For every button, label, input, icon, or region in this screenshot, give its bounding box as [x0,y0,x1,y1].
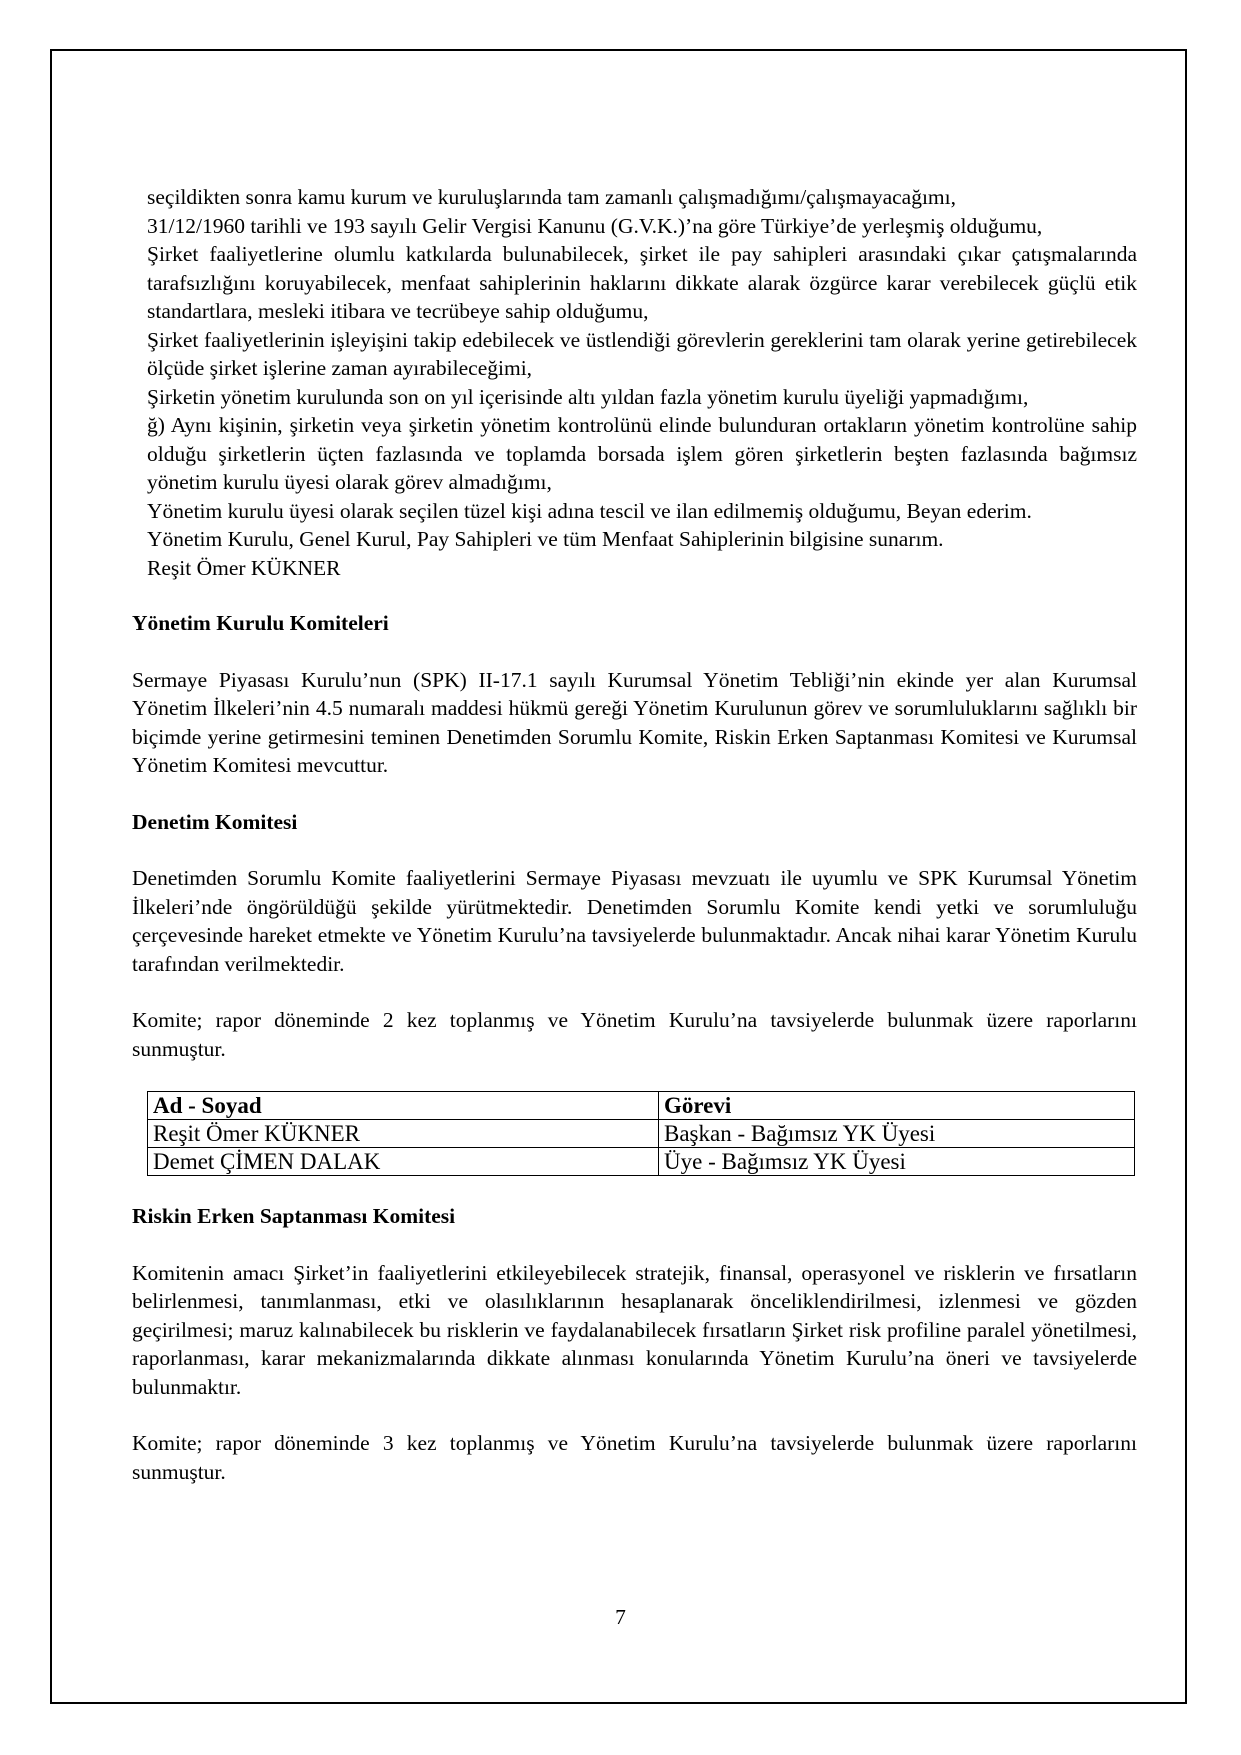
declaration-line: Şirketin yönetim kurulunda son on yıl içerisinde altı yıldan fazla yönetim kurulu üyeliği yapmadığımı, [147,384,1029,409]
member-role: Üye - Bağımsız YK Üyesi [659,1148,1135,1176]
column-header-name: Ad - Soyad [148,1092,659,1120]
audit-paragraph-2: Komite; rapor döneminde 2 kez toplanmış ve Yönetim Kurulu’na tavsiyelerde bulunmak üzere raporlarını sunmuştur. [132,1008,1137,1061]
declaration-line: seçildikten sonra kamu kurum ve kuruluşlarında tam zamanlı çalışmadığımı/çalışmayacağımı, [147,185,957,209]
committees-paragraph: Sermaye Piyasası Kurulu’nun (SPK) II-17.1 sayılı Kurumsal Yönetim Tebliği’nin ekinde yer alan Kurumsal Yönetim İlkeleri’nin 4.5 numaralı maddesi hükmü gereği Yönetim Kurulunun görev ve sorumluluklarını sağlıklı bir biçimde yerine getirmesini teminen Denetimden Sorumlu Komite, Riskin Erken Saptanması Komitesi ve Kurumsal Yönetim Komitesi mevcuttur. [132,667,1137,777]
table-header-row [148,1092,1135,1120]
declaration-line: Şirket faaliyetlerine olumlu katkılarda bulunabilecek, şirket ile pay sahipleri arasındaki çıkar çatışmalarında tarafsızlığını koruyabilecek, menfaat sahiplerinin haklarını dikkate alarak özgürce karar verebilecek güçlü etik standartlara, mesleki itibara ve tecrübeye sahip olduğumu, [147,242,1137,323]
table-row [148,1120,1135,1148]
table-row [148,1148,1135,1176]
audit-committee-table [147,1091,1135,1176]
committees-heading: Yönetim Kurulu Komiteleri [132,611,389,635]
audit-paragraph-1: Denetimden Sorumlu Komite faaliyetlerini Sermaye Piyasası mevzuatı ile uyumlu ve SPK Kurumsal Yönetim İlkeleri’nde öngörüldüğü şekilde yürütmektedir. Denetimden Sorumlu Komite kendi yetki ve sorumluluğu çerçevesinde hareket etmekte ve Yönetim Kurulu’na tavsiyelerde bulunmaktadır. Ancak nihai karar Yönetim Kurulu tarafından verilmektedir. [132,866,1137,976]
page-number: 7 [615,1605,626,1629]
risk-paragraph-1: Komitenin amacı Şirket’in faaliyetlerini etkileyebilecek stratejik, finansal, operasyonel ve risklerin ve fırsatların belirlenmesi, tanımlanması, etki ve olasılıklarının hesaplanarak önceliklendirilmesi, izlenmesi ve gözden geçirilmesi; maruz kalınabilecek bu risklerin ve faydalanabilecek fırsatların Şirket risk profiline paralel yönetilmesi, raporlanması, karar mekanizmalarında dikkate alınması konularında Yönetim Kurulu’na öneri ve tavsiyelerde bulunmaktır. [132,1260,1137,1399]
member-name: Demet ÇİMEN DALAK [148,1148,659,1176]
audit-committee-heading: Denetim Komitesi [132,809,298,834]
declaration-line: Şirket faaliyetlerinin işleyişini takip edebilecek ve üstlendiği görevlerin gereklerini tam olarak yerine getirebilecek ölçüde şirket işlerine zaman ayırabileceğimi, [147,327,1137,380]
declaration-signature: Reşit Ömer KÜKNER [147,555,341,580]
page-content [132,183,1137,1486]
declaration-line: Yönetim kurulu üyesi olarak seçilen tüzel kişi adına tescil ve ilan edilmemiş olduğumu, Beyan ederim. [147,498,1032,523]
declaration-line: Yönetim Kurulu, Genel Kurul, Pay Sahipleri ve tüm Menfaat Sahiplerinin bilgisine sunarım. [147,527,944,551]
declaration-line: ğ) Aynı kişinin, şirketin veya şirketin yönetim kontrolünü elinde bulunduran ortakların yönetim kontrolüne sahip olduğu şirketlerin üçten fazlasında ve toplamda borsada işlem gören şirketlerin beşten fazlasında bağımsız yönetim kurulu üyesi olarak görev almadığımı, [147,413,1137,494]
risk-paragraph-2: Komite; rapor döneminde 3 kez toplanmış ve Yönetim Kurulu’na tavsiyelerde bulunmak üzere raporlarını sunmuştur. [132,1431,1137,1484]
risk-committee-heading: Riskin Erken Saptanması Komitesi [132,1204,456,1228]
column-header-role: Görevi [659,1092,1135,1120]
declaration-block [147,183,1137,582]
member-name: Reşit Ömer KÜKNER [148,1120,659,1148]
declaration-line: 31/12/1960 tarihli ve 193 sayılı Gelir Vergisi Kanunu (G.V.K.)’na göre Türkiye’de yerleşmiş olduğumu, [147,213,1043,238]
member-role: Başkan - Bağımsız YK Üyesi [659,1120,1135,1148]
